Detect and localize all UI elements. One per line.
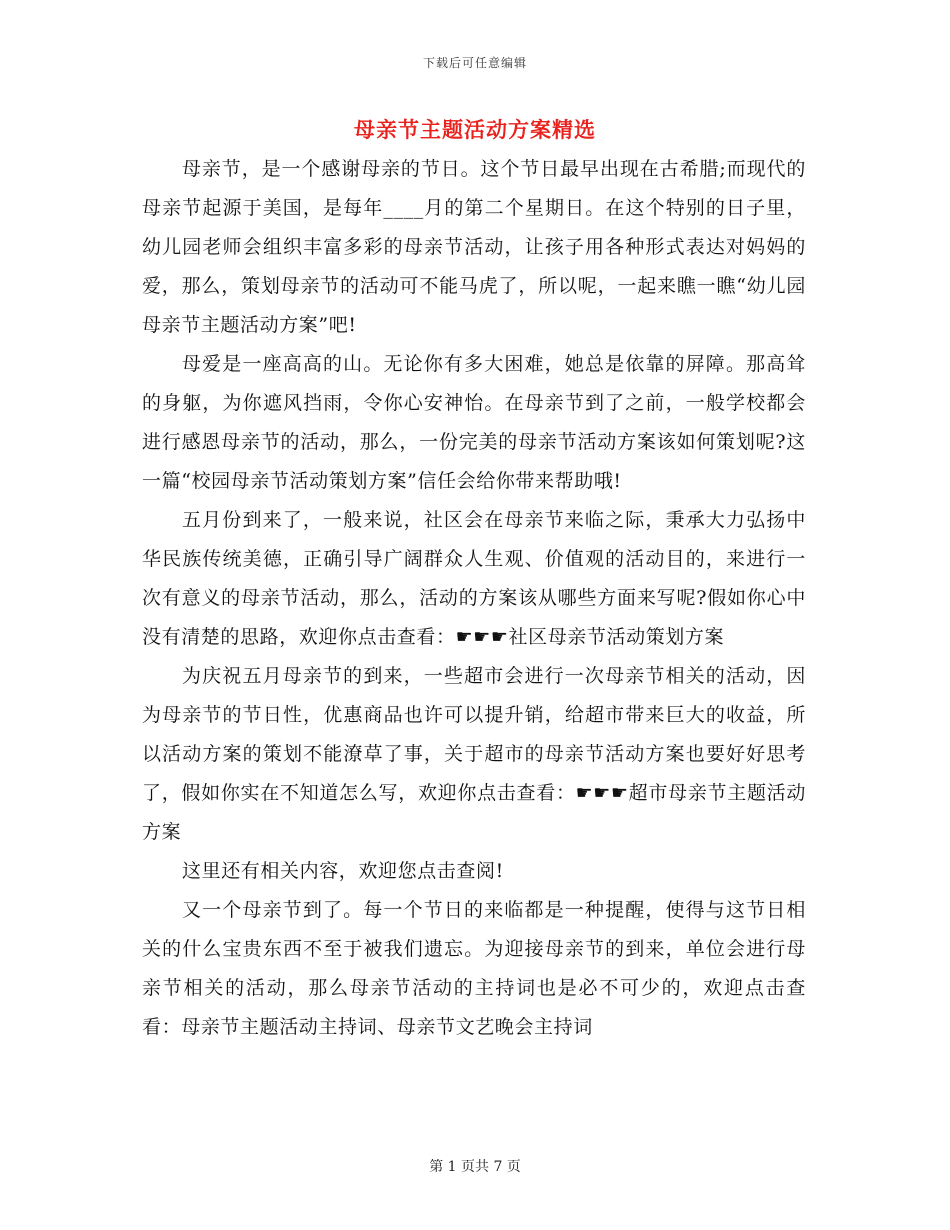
document-body xyxy=(142,150,806,1047)
paragraph-intro-kindergarten: 母亲节，是一个感谢母亲的节日。这个节日最早出现在古希腊;而现代的母亲节起源于美国，是每年____月的第二个星期日。在这个特别的日子里，幼儿园老师会组织丰富多彩的母亲节活动，让孩子用各种形式表达对妈妈的爱，那么，策划母亲节的活动可不能马虎了，所以呢，一起来瞧一瞧“幼儿园母亲节主题活动方案”吧! xyxy=(142,158,806,336)
document-title: 母亲节主题活动方案精选 xyxy=(354,117,596,142)
paragraph-supermarket: 为庆祝五月母亲节的到来，一些超市会进行一次母亲节相关的活动，因为母亲节的节日性，优惠商品也许可以提升销，给超市带来巨大的收益，所以活动方案的策划不能潦草了事，关于超市的母亲节活动方案也要好好思考了，假如你实在不知道怎么写，欢迎你点击查看：☛☛☛超市母亲节主题活动方案 xyxy=(142,665,806,843)
paragraph-host-script: 又一个母亲节到了。每一个节日的来临都是一种提醒，使得与这节日相关的什么宝贵东西不至于被我们遗忘。为迎接母亲节的到来，单位会进行母亲节相关的活动，那么母亲节活动的主持词也是必不可少的，欢迎点击查看：母亲节主题活动主持词、母亲节文艺晚会主持词 xyxy=(142,899,806,1038)
header-note: 下载后可任意编辑 xyxy=(422,56,527,70)
paragraph-school: 母爱是一座高高的山。无论你有多大困难，她总是依靠的屏障。那高耸的身躯，为你遮风挡雨，令你心安神怡。在母亲节到了之前，一般学校都会进行感恩母亲节的活动，那么，一份完美的母亲节活动方案该如何策划呢?这一篇“校园母亲节活动策划方案”信任会给你带来帮助哦! xyxy=(142,353,806,492)
paragraph-community: 五月份到来了，一般来说，社区会在母亲节来临之际，秉承大力弘扬中华民族传统美德，正确引导广阔群众人生观、价值观的活动目的，来进行一次有意义的母亲节活动，那么，活动的方案该从哪些方面来写呢?假如你心中没有清楚的思路，欢迎你点击查看：☛☛☛社区母亲节活动策划方案 xyxy=(142,509,806,648)
page-number: 第 1 页共 7 页 xyxy=(429,1159,521,1175)
paragraph-related-content: 这里还有相关内容，欢迎您点击查阅! xyxy=(182,860,504,882)
